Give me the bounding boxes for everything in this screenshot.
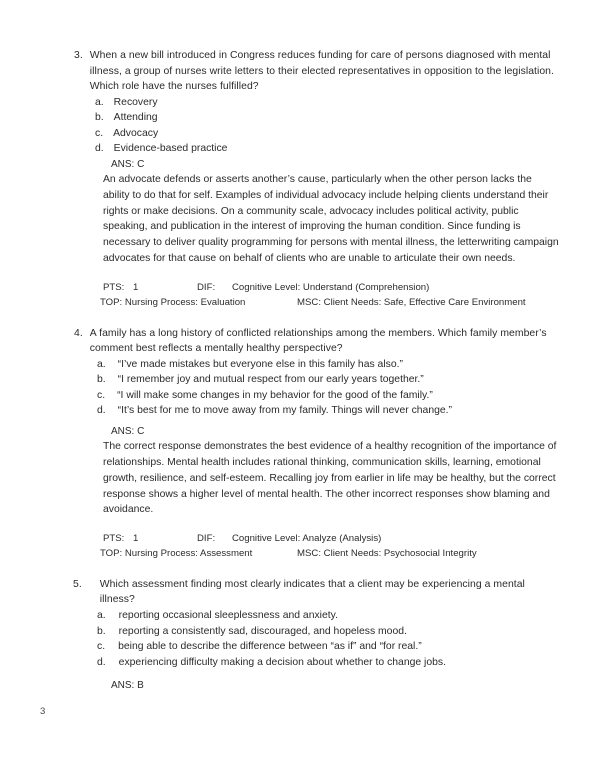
option-text: experiencing difficulty making a decision about whether to change jobs.: [118, 656, 446, 668]
option-text: being able to describe the difference between “as if” and “for real.”: [118, 641, 422, 653]
answer-line: ANS: C: [111, 425, 145, 437]
option-text: Attending: [113, 112, 158, 124]
top-value: TOP: Nursing Process: Assessment: [100, 547, 253, 559]
dif-label: DIF:: [197, 281, 216, 293]
question-stem-text: Which assessment finding most clearly indicates that a client may be experiencing a mental illness?: [99, 578, 525, 606]
option-letter: d.: [97, 405, 106, 417]
dif-value: Cognitive Level: Understand (Comprehension): [232, 281, 430, 293]
question-stem-text: A family has a long history of conflicted relationships among the members. Which family member’s comment best reflects a mentally healthy perspective?: [89, 327, 547, 355]
option-letter: c.: [95, 127, 104, 139]
question-stem: [0, 577, 600, 608]
option-letter: d.: [97, 656, 106, 668]
option-item: [0, 141, 600, 157]
question-number: 3.: [74, 50, 83, 61]
option-letter: a.: [95, 96, 104, 108]
dif-label: DIF:: [197, 532, 216, 544]
msc-value: MSC: Client Needs: Psychosocial Integrity: [297, 547, 477, 559]
meta-row-pts-dif: [0, 531, 600, 546]
option-text: “I remember joy and mutual respect from our early years together.”: [117, 374, 424, 386]
question-stem: [0, 326, 600, 357]
question-stem: [0, 48, 600, 95]
option-item: [0, 403, 600, 419]
option-text: Recovery: [113, 96, 158, 108]
option-letter: c.: [97, 389, 106, 401]
question-block-3: [0, 48, 600, 310]
meta-row-top-msc: [0, 295, 600, 310]
option-text: “It’s best for me to move away from my family. Things will never change.”: [117, 405, 453, 417]
answer-line: ANS: C: [111, 158, 145, 170]
option-item: [0, 639, 600, 655]
msc-value: MSC: Client Needs: Safe, Effective Care Environment: [297, 296, 526, 308]
option-letter: b.: [97, 625, 106, 637]
option-letter: a.: [97, 358, 106, 370]
option-item: [0, 388, 600, 404]
option-text: reporting a consistently sad, discouraged, and hopeless mood.: [118, 625, 407, 637]
option-letter: c.: [97, 641, 106, 653]
option-item: [0, 608, 600, 624]
option-item: [0, 126, 600, 142]
option-item: [0, 110, 600, 126]
option-letter: d.: [95, 143, 104, 155]
question-block-5: [0, 577, 600, 694]
option-letter: b.: [97, 374, 106, 386]
rationale-text: An advocate defends or asserts another’s cause, particularly when the other person lacks the ability to do that for self. Examples of individual advocacy include helping clients understand their rights or make decisions. On a community scale, advocacy includes political activity, public speaking, and publication in the interest of improving the human condition. Since funding is necessary to deliver quality programming for persons with mental illness, the letterwriting campaign advocates for that cause on behalf of clients who are unable to articulate their own needs.: [103, 174, 559, 264]
page-number: 3: [40, 706, 46, 717]
option-item: [0, 372, 600, 388]
option-item: [0, 624, 600, 640]
option-letter: b.: [95, 112, 104, 124]
option-item: [0, 357, 600, 373]
option-list: [0, 357, 600, 419]
option-list: [0, 608, 600, 670]
pts-value: 1: [133, 532, 139, 544]
question-block-4: [0, 326, 600, 561]
option-text: “I’ve made mistakes but everyone else in this family has also.”: [117, 358, 403, 370]
option-item: [0, 655, 600, 671]
option-text: reporting occasional sleeplessness and anxiety.: [118, 609, 338, 621]
pts-label: PTS:: [103, 281, 125, 293]
dif-value: Cognitive Level: Analyze (Analysis): [232, 532, 382, 544]
answer-line: ANS: B: [111, 680, 144, 692]
option-text: “I will make some changes in my behavior for the good of the family.”: [117, 389, 433, 401]
rationale-text: The correct response demonstrates the best evidence of a healthy recognition of the importance of relationships. Mental health includes rational thinking, communication skills, learning, emotional growth, resilience, and self-esteem. Recalling joy from earlier in life may be healthy, but the correct response shows a higher level of mental health. The other incorrect responses show blaming and avoidance.: [103, 441, 557, 516]
question-number: 5.: [73, 578, 82, 590]
question-stem-text: When a new bill introduced in Congress reduces funding for care of persons diagnosed with mental illness, a group of nurses write letters to their elected representatives in opposition to the legislation. Which role have the nurses fulfilled?: [89, 50, 554, 92]
option-text: Advocacy: [113, 127, 159, 139]
question-number: 4.: [74, 327, 83, 339]
page-content: [0, 48, 600, 694]
pts-label: PTS:: [103, 532, 125, 544]
option-letter: a.: [97, 609, 106, 621]
pts-value: 1: [133, 281, 139, 293]
top-value: TOP: Nursing Process: Evaluation: [100, 296, 246, 308]
option-text: Evidence-based practice: [113, 143, 228, 155]
meta-row-top-msc: [0, 546, 600, 561]
option-item: [0, 95, 600, 111]
option-list: [0, 95, 600, 157]
meta-row-pts-dif: [0, 280, 600, 295]
